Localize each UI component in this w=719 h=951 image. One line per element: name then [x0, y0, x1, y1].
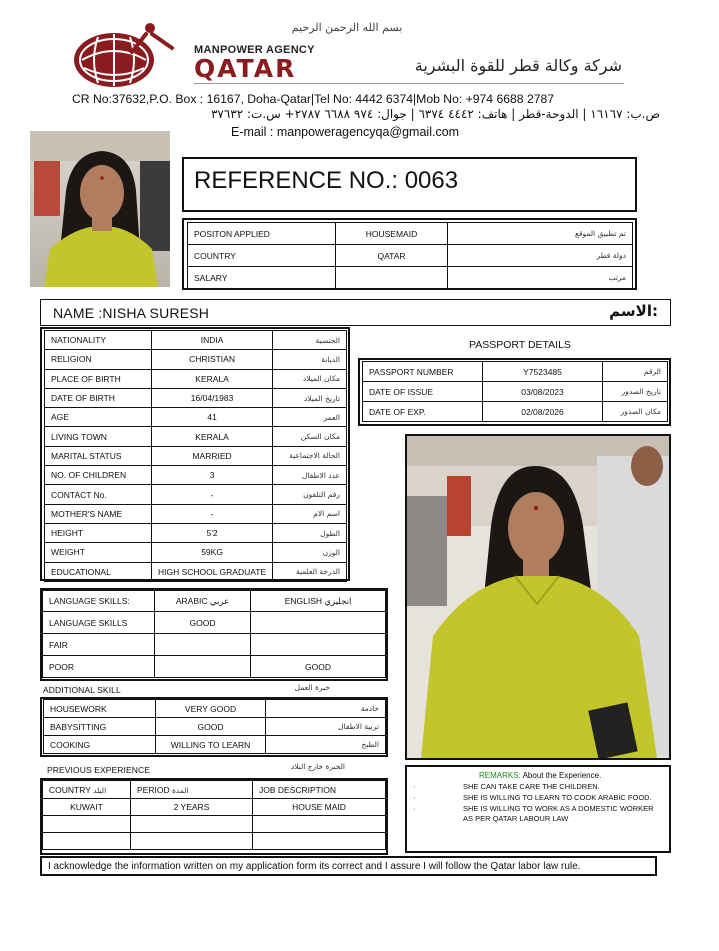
expiry-date-label: DATE OF EXP. [363, 402, 483, 422]
reference-box [182, 157, 637, 212]
position-table [187, 222, 633, 289]
country-header-en: COUNTRY [49, 784, 91, 795]
personal-arabic: مكان السكن [273, 427, 347, 446]
candidate-name: NAME :NISHA SURESH [53, 305, 210, 321]
basmala: بسم الله الرحمن الرحيم [291, 21, 403, 34]
language-skills-header: LANGUAGE SKILLS: [43, 591, 155, 612]
personal-row [45, 408, 347, 427]
agency-name-top: MANPOWER AGENCY [194, 44, 315, 56]
job-header: JOB DESCRIPTION [253, 781, 386, 799]
personal-label: DATE OF BIRTH [45, 388, 152, 407]
personal-row [45, 446, 347, 465]
email: E-mail : manpoweragencyqa@gmail.com [231, 125, 460, 139]
remarks-intro: About the Experience. [522, 771, 602, 780]
personal-value: 59KG [152, 543, 273, 562]
personal-arabic: اسم الام [273, 504, 347, 523]
fair-row-label: FAIR [43, 634, 155, 656]
salary-arabic: مرتب [448, 267, 633, 289]
remarks-header [479, 771, 601, 780]
remarks-box [405, 765, 671, 853]
personal-value: 5'2 [152, 523, 273, 542]
personal-row [45, 562, 347, 581]
issue-date-label: DATE OF ISSUE [363, 382, 483, 402]
previous-experience-label: PREVIOUS EXPERIENCE [47, 765, 150, 775]
housework-arabic: خادمة [266, 700, 386, 718]
personal-value: MARRIED [152, 446, 273, 465]
personal-label: MOTHER'S NAME [45, 504, 152, 523]
remark-bullet-icon: · [413, 793, 416, 802]
personal-arabic: رقم التلفون [273, 485, 347, 504]
personal-arabic: الجنسية [273, 331, 347, 350]
passport-number-value: Y7523485 [483, 362, 603, 382]
exp-country-1: KUWAIT [43, 799, 131, 816]
personal-arabic: العمر [273, 408, 347, 427]
agency-name-arabic: شركة وكالة قطر للقوة البشرية [414, 56, 622, 75]
country-header-ar: البلد [93, 785, 107, 795]
position-label: POSITON APPLIED [188, 223, 336, 245]
personal-label: WEIGHT [45, 543, 152, 562]
exp-country-2 [43, 816, 131, 833]
header [0, 0, 719, 148]
salary-label: SALARY [188, 267, 336, 289]
personal-value: 41 [152, 408, 273, 427]
arabic-header: ARABIC عربي [155, 591, 251, 612]
english-header: ENGLISH انجليزي [251, 591, 386, 612]
language-table [42, 590, 386, 678]
country-arabic: دولة قطر [448, 245, 633, 267]
acknowledgement-bar [40, 856, 657, 876]
exp-period-1: 2 YEARS [131, 799, 253, 816]
language-english-level [251, 612, 386, 634]
period-header-ar: المدة [171, 785, 189, 795]
reference-number: REFERENCE NO.: 0063 [194, 167, 459, 194]
contact-english: CR No:37632,P.O. Box : 16167, Doha-Qatar|Tel No: 4442 6374|Mob No: +974 6688 2787 [72, 92, 555, 106]
personal-arabic: الديانة [273, 350, 347, 369]
babysitting-label: BABYSITTING [44, 718, 156, 736]
additional-skill-table [43, 699, 386, 754]
personal-value: 3 [152, 466, 273, 485]
personal-label: LIVING TOWN [45, 427, 152, 446]
poor-arabic [155, 656, 251, 678]
personal-row [45, 369, 347, 388]
remark-bullet-icon: · [413, 804, 416, 813]
expiry-date-value: 02/08/2026 [483, 402, 603, 422]
babysitting-arabic: تربية الاطفال [266, 718, 386, 736]
remark-text-2: SHE IS WILLING TO LEARN TO COOK ARABIC FOOD. [463, 793, 652, 802]
cooking-value: WILLING TO LEARN [156, 736, 266, 754]
issue-date-value: 03/08/2023 [483, 382, 603, 402]
contact-arabic: ص.ب: ١٦١٦٧ | الدوحة-قطر | هاتف: ٤٤٤٢ ٦٣٧٤ | جوال: ٩٧٤ ٦٦٨٨ ٢٧٨٧+ س.ت: ٣٧٦٣٢ [210, 107, 660, 121]
passport-title: PASSPORT DETAILS [469, 339, 571, 351]
poor-english: GOOD [251, 656, 386, 678]
personal-label: MARITAL STATUS [45, 446, 152, 465]
personal-row [45, 466, 347, 485]
personal-row [45, 504, 347, 523]
header-rule [194, 83, 624, 84]
exp-country-3 [43, 833, 131, 850]
personal-row [45, 427, 347, 446]
country-header [43, 781, 131, 799]
personal-row [45, 331, 347, 350]
personal-value: - [152, 504, 273, 523]
cooking-label: COOKING [44, 736, 156, 754]
personal-row [45, 543, 347, 562]
personal-value: KERALA [152, 427, 273, 446]
personal-value: CHRISTIAN [152, 350, 273, 369]
remark-text-1: SHE CAN TAKE CARE THE CHILDREN. [463, 782, 600, 791]
additional-skill-label: ADDITIONAL SKILL [43, 685, 121, 695]
experience-table [42, 780, 386, 850]
personal-row [45, 388, 347, 407]
exp-job-1: HOUSE MAID [253, 799, 386, 816]
candidate-photo-small [30, 131, 170, 287]
babysitting-value: GOOD [156, 718, 266, 736]
personal-label: HEIGHT [45, 523, 152, 542]
exp-job-2 [253, 816, 386, 833]
passport-number-arabic: الرقم [603, 362, 668, 382]
personal-label: PLACE OF BIRTH [45, 369, 152, 388]
personal-value: HIGH SCHOOL GRADUATE [152, 562, 273, 581]
candidate-photo-large [405, 434, 671, 760]
acknowledgement-text: I acknowledge the information written on my application form its correct and I assure I will follow the Qatar labor law rule. [48, 861, 581, 872]
position-value: HOUSEMAID [336, 223, 448, 245]
personal-row [45, 350, 347, 369]
period-header [131, 781, 253, 799]
position-arabic: تم تطبيق الموقع [448, 223, 633, 245]
personal-label: CONTACT No. [45, 485, 152, 504]
agency-globe-logo [72, 20, 182, 90]
personal-arabic: تاريخ الميلاد [273, 388, 347, 407]
country-value: QATAR [336, 245, 448, 267]
issue-date-arabic: تاريخ الصدور [603, 382, 668, 402]
personal-arabic: الدرجة العلمية [273, 562, 347, 581]
personal-arabic: مكان الميلاد [273, 369, 347, 388]
personal-info-table [44, 330, 347, 582]
passport-table [362, 361, 668, 422]
personal-value: INDIA [152, 331, 273, 350]
fair-arabic [155, 634, 251, 656]
housework-value: VERY GOOD [156, 700, 266, 718]
personal-label: RELIGION [45, 350, 152, 369]
personal-value: - [152, 485, 273, 504]
fair-english [251, 634, 386, 656]
remark-bullet-icon: · [413, 782, 416, 791]
language-arabic-level: GOOD [155, 612, 251, 634]
remark-text-3: SHE IS WILLING TO WORK AS A DOMESTIC WORKER AS PER QATAR LABOUR LAW [463, 804, 654, 823]
personal-row [45, 523, 347, 542]
personal-arabic: الطول [273, 523, 347, 542]
remarks-label: REMARKS: [479, 771, 521, 780]
agency-name-main: QATAR [194, 54, 297, 83]
exp-period-2 [131, 816, 253, 833]
name-arabic: :الاسم [609, 302, 658, 320]
country-label: COUNTRY [188, 245, 336, 267]
personal-arabic: عدد الاطفال [273, 466, 347, 485]
personal-label: EDUCATIONAL [45, 562, 152, 581]
language-row-label: LANGUAGE SKILLS [43, 612, 155, 634]
cooking-arabic: الطبخ [266, 736, 386, 754]
personal-value: KERALA [152, 369, 273, 388]
personal-label: NATIONALITY [45, 331, 152, 350]
personal-arabic: الوزن [273, 543, 347, 562]
personal-value: 16/04/1983 [152, 388, 273, 407]
housework-label: HOUSEWORK [44, 700, 156, 718]
personal-label: AGE [45, 408, 152, 427]
passport-number-label: PASSPORT NUMBER [363, 362, 483, 382]
period-header-en: PERIOD [137, 784, 170, 795]
poor-row-label: POOR [43, 656, 155, 678]
salary-value [336, 267, 448, 289]
name-bar [40, 299, 671, 326]
exp-job-3 [253, 833, 386, 850]
personal-label: NO. OF CHILDREN [45, 466, 152, 485]
previous-experience-arabic: الخبرة خارج البلاد [290, 762, 345, 771]
personal-arabic: الحالة الاجتماعية [273, 446, 347, 465]
expiry-date-arabic: مكان الصدور [603, 402, 668, 422]
additional-skill-arabic: خبرة العمل [294, 683, 330, 692]
exp-period-3 [131, 833, 253, 850]
personal-row [45, 485, 347, 504]
